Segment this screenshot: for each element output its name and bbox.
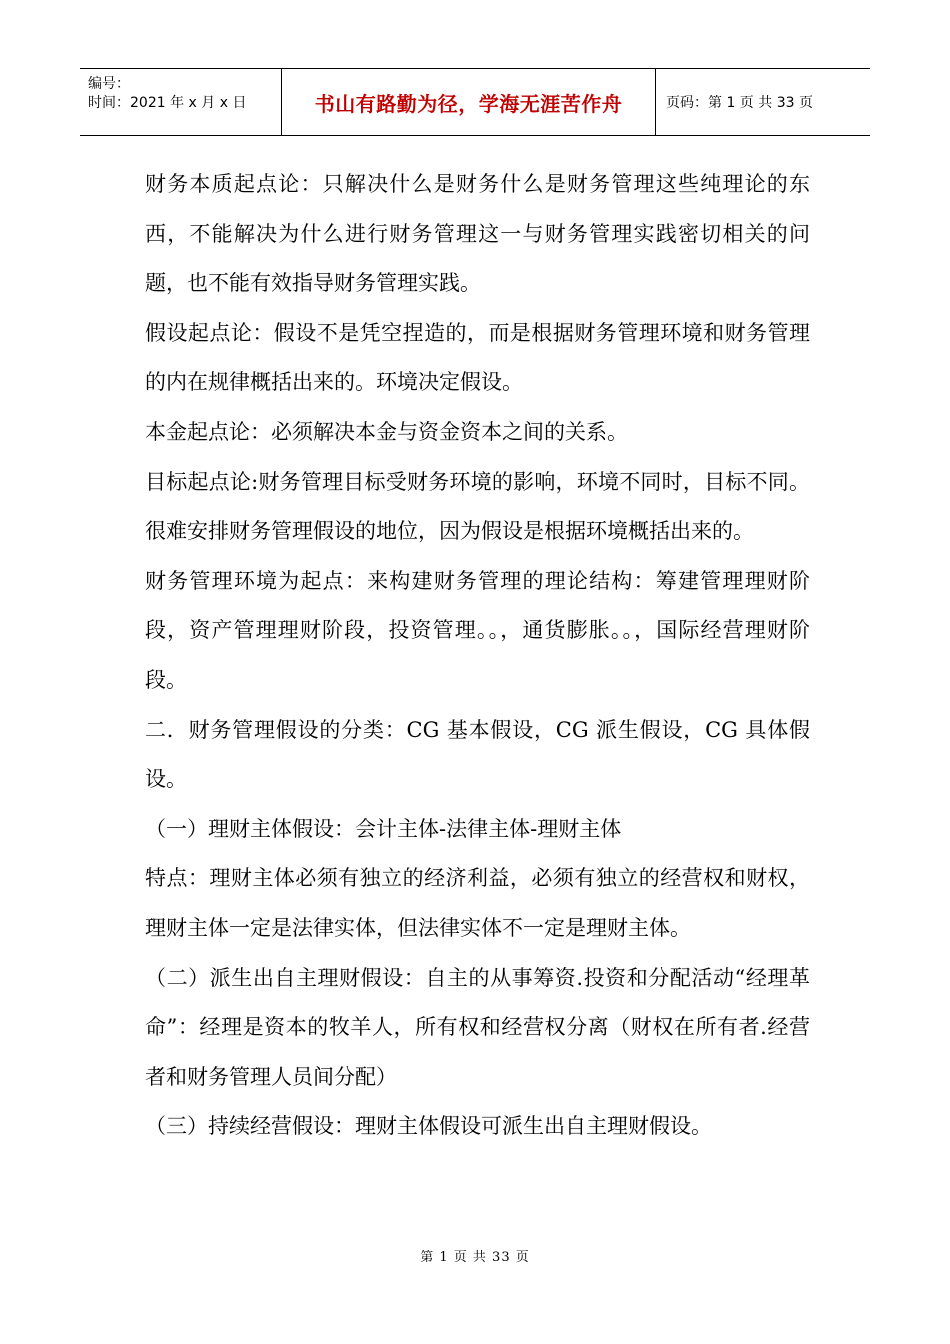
paragraph: （三）持续经营假设：理财主体假设可派生出自主理财假设。 [145, 1114, 712, 1139]
paragraph: 目标起点论:财务管理目标受财务环境的影响，环境不同时，目标不同。很难安排财务管理假设的地位，因为假设是根据环境概括出来的。 [145, 469, 810, 544]
paragraph: （二）派生出自主理财假设：自主的从事筹资.投资和分配活动“经理革命”：经理是资本的牧羊人，所有权和经营权分离（财权在所有者.经营者和财务管理人员间分配） [145, 965, 810, 1089]
document-header [80, 68, 870, 136]
header-motto: 书山有路勤为径，学海无涯苦作舟 [282, 69, 656, 135]
document-date-label: 时间：2021 年 x 月 x 日 [88, 95, 247, 111]
page-footer: 第 1 页 共 33 页 [420, 1250, 530, 1265]
paragraph: 财务本质起点论：只解决什么是财务什么是财务管理这些纯理论的东西，不能解决为什么进行财务管理这一与财务管理实践密切相关的问题，也不能有效指导财务管理实践。 [145, 172, 810, 296]
paragraph: 财务管理环境为起点：来构建财务管理的理论结构：筹建管理理财阶段，资产管理理财阶段，投资管理。。，通货膨胀。。，国际经营理财阶段。 [145, 568, 810, 692]
paragraph: 二．财务管理假设的分类：CG 基本假设，CG 派生假设，CG 具体假设。 [145, 717, 810, 792]
paragraph: 本金起点论：必须解决本金与资金资本之间的关系。 [145, 419, 628, 444]
header-meta-cell [80, 69, 282, 135]
header-page-info: 页码：第 1 页 共 33 页 [666, 95, 813, 111]
document-number-label: 编号： [88, 76, 130, 92]
document-body [145, 160, 810, 1152]
paragraph: （一）理财主体假设：会计主体-法律主体-理财主体 [145, 816, 622, 841]
paragraph: 假设起点论：假设不是凭空捏造的，而是根据财务管理环境和财务管理的内在规律概括出来的。环境决定假设。 [145, 320, 810, 395]
paragraph: 特点：理财主体必须有独立的经济利益，必须有独立的经营权和财权，理财主体一定是法律实体，但法律实体不一定是理财主体。 [145, 866, 810, 940]
